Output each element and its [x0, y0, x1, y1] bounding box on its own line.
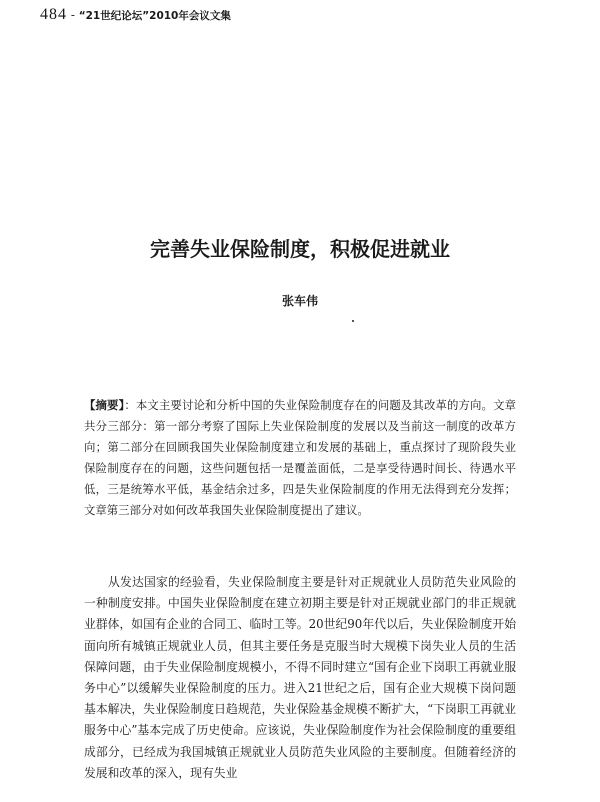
header-separator: -	[70, 8, 75, 22]
abstract	[84, 395, 516, 521]
abstract-text: ：本文主要讨论和分析中国的失业保险制度存在的问题及其改革的方向。文章共分三部分：第一部分考察了国际上失业保险制度的发展以及当前这一制度的改革方向；第二部分在回顾我国失业保险制度建立和发展的基础上，重点探讨了现阶段失业保险制度存在的问题，这些问题包括一是覆盖面低，二是享受待遇时间长、待遇水平低，三是统筹水平低，基金结余过多，四是失业保险制度的作用无法得到充分发挥；文章第三部分对如何改革我国失业保险制度提出了建议。	[84, 398, 516, 517]
running-head	[40, 6, 231, 24]
article-title: 完善失业保险制度，积极促进就业	[150, 237, 450, 261]
body-paragraph: 从发达国家的经验看，失业保险制度主要是针对正规就业人员防范失业风险的一种制度安排。中国失业保险制度在建立初期主要是针对正规就业部门的非正规就业群体，如国有企业的合同工、临时工等。20世纪90年代以后，失业保险制度开始面向所有城镇正规就业人员，但其主要任务是克服当时大规模下岗失业人员的生活保障问题，由于失业保险制度规模小，不得不同时建立“国有企业下岗职工再就业服务中心”以缓解失业保险制度的压力。进入21世纪之后，国有企业大规模下岗问题基本解决，失业保险制度日趋规范，失业保险基金规模不断扩大，“下岗职工再就业服务中心”基本完成了历史使命。应该说，失业保险制度作为社会保险制度的重要组成部分，已经成为我国城镇正规就业人员防范失业风险的主要制度。但随着经济的发展和改革的深入，现有失业	[84, 575, 516, 780]
series-title: “21世纪论坛”2010年会议文集	[78, 10, 231, 22]
print-speck	[352, 320, 354, 322]
abstract-label: 【摘要】	[84, 398, 125, 412]
article-author: 张车伟	[281, 294, 318, 308]
page-number: 484	[40, 6, 67, 23]
